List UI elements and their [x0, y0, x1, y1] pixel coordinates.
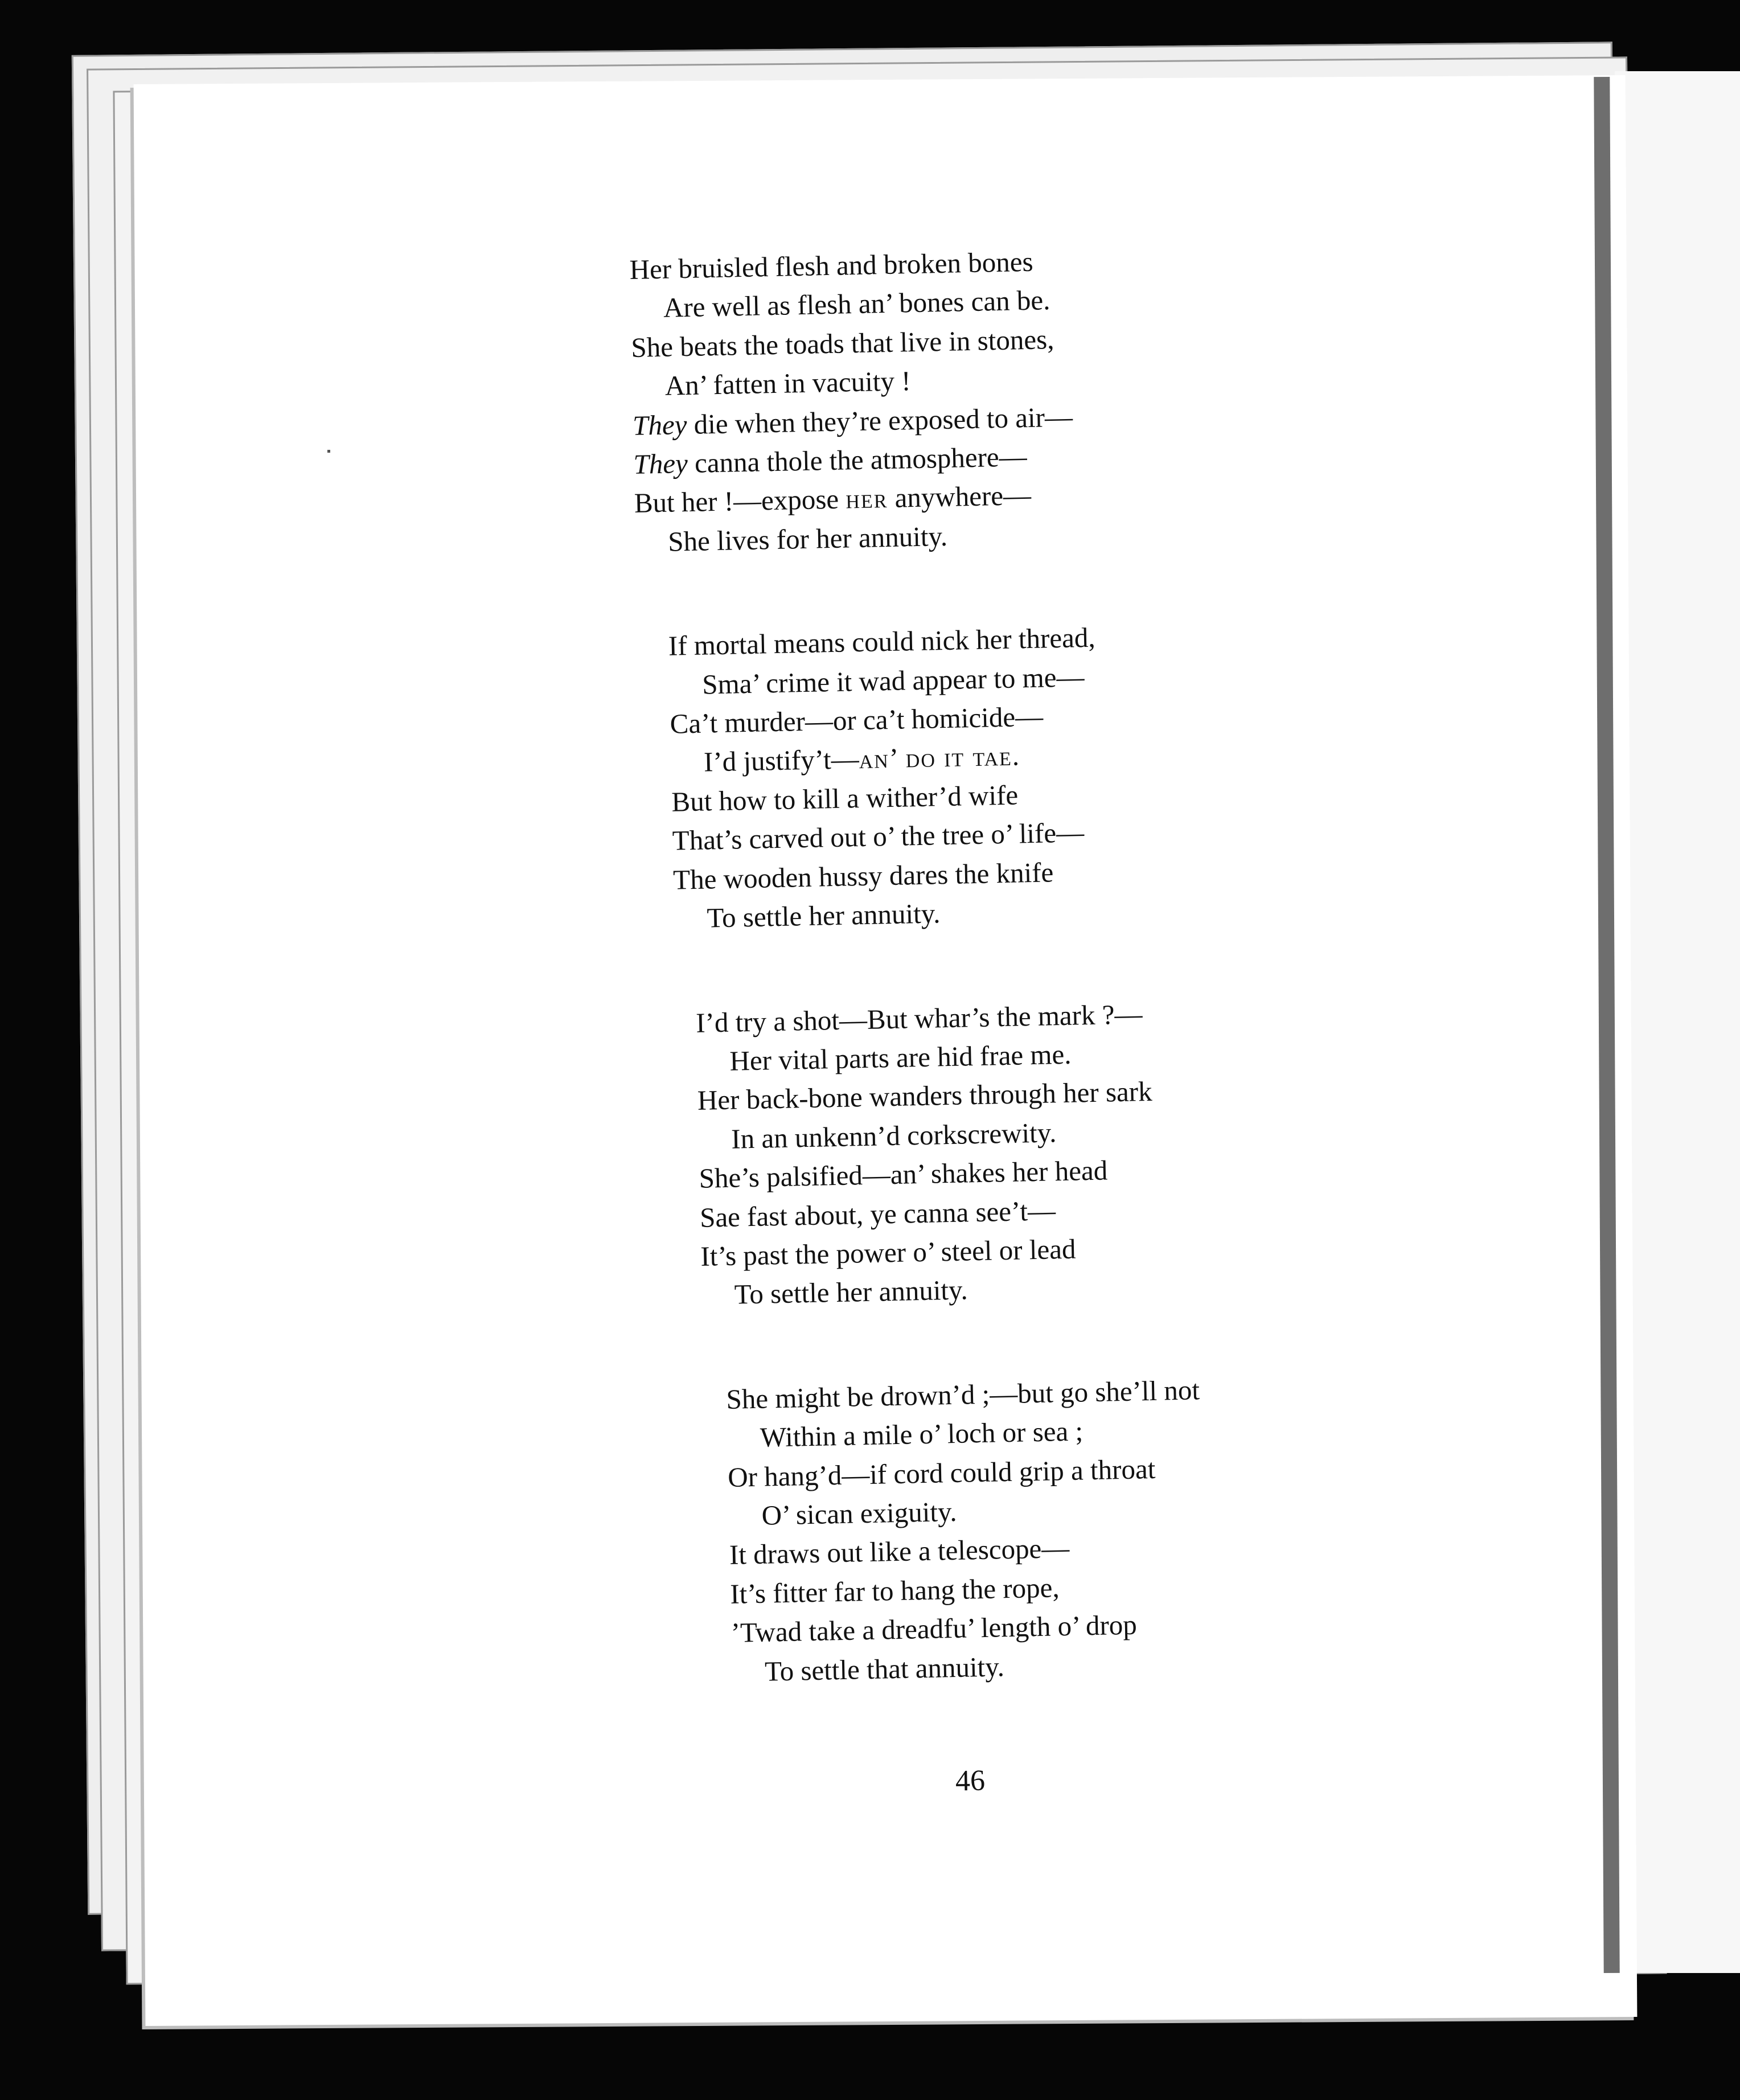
- scan-speck: [327, 450, 330, 453]
- page-number: 46: [955, 1764, 986, 1798]
- line-text: an’ do it tae.: [859, 740, 1021, 775]
- stanza: [668, 617, 1190, 938]
- line-text: They: [632, 408, 687, 441]
- line-text: Are well as flesh an’ bones can be.: [663, 284, 1050, 324]
- line-text: Within a mile o’ loch or sea ;: [760, 1415, 1084, 1453]
- line-text: She beats the toads that live in stones,: [630, 323, 1054, 363]
- line-text: If mortal means could nick her thread,: [668, 621, 1096, 662]
- stanza: [696, 994, 1198, 1315]
- line-text: An’ fatten in vacuity !: [664, 365, 912, 402]
- stanza: [726, 1371, 1205, 1692]
- line-text: She lives for her annuity.: [667, 520, 948, 557]
- line-text: But how to kill a wither’d wife: [671, 779, 1019, 818]
- line-text: The wooden hussy dares the knife: [672, 856, 1054, 896]
- line-text: To settle her annuity.: [706, 897, 941, 934]
- line-text: She might be drown’d ;—but go she’ll not: [725, 1374, 1200, 1415]
- line-text: In an unkenn’d corkscrewity.: [731, 1116, 1057, 1155]
- line-text: die when they’re exposed to air—: [686, 401, 1073, 440]
- line-text: But her !—expose: [634, 483, 846, 519]
- line-text: Ca’t murder—or ca’t homicide—: [670, 700, 1044, 740]
- line-text: They: [633, 448, 688, 480]
- line-text: Sma’ crime it wad appear to me—: [701, 661, 1085, 700]
- line-text: Her vital parts are hid frae me.: [729, 1038, 1072, 1077]
- line-text: canna thole the atmosphere—: [687, 441, 1028, 479]
- line-text: To settle her annuity.: [734, 1274, 969, 1310]
- line-text: Her back-bone wanders through her sark: [697, 1076, 1153, 1117]
- line-text: Her bruisled flesh and broken bones: [629, 245, 1034, 285]
- line-text: I’d try a shot—But whar’s the mark ?—: [695, 998, 1143, 1039]
- poem-text: [629, 240, 1207, 1759]
- line-text: ’Twad take a dreadfu’ length o’ drop: [731, 1609, 1138, 1649]
- line-text: That’s carved out o’ the tree o’ life—: [672, 817, 1085, 856]
- line-text: her: [845, 482, 888, 515]
- line-text: I’d justify’t—: [703, 743, 860, 778]
- line-text: She’s palsified—an’ shakes her head: [699, 1154, 1108, 1194]
- line-text: Sae fast about, ye canna see’t—: [699, 1194, 1056, 1233]
- line-text: It’s past the power o’ steel or lead: [700, 1233, 1076, 1272]
- line-text: It’s fitter far to hang the rope,: [729, 1572, 1060, 1610]
- line-text: Or hang’d—if cord could grip a throat: [727, 1453, 1156, 1493]
- stanza: [629, 240, 1183, 562]
- line-text: To settle that annuity.: [764, 1650, 1005, 1687]
- line-text: anywhere—: [887, 479, 1032, 514]
- line-text: O’ sican exiguity.: [761, 1495, 958, 1531]
- line-text: It draws out like a telescope—: [729, 1532, 1070, 1571]
